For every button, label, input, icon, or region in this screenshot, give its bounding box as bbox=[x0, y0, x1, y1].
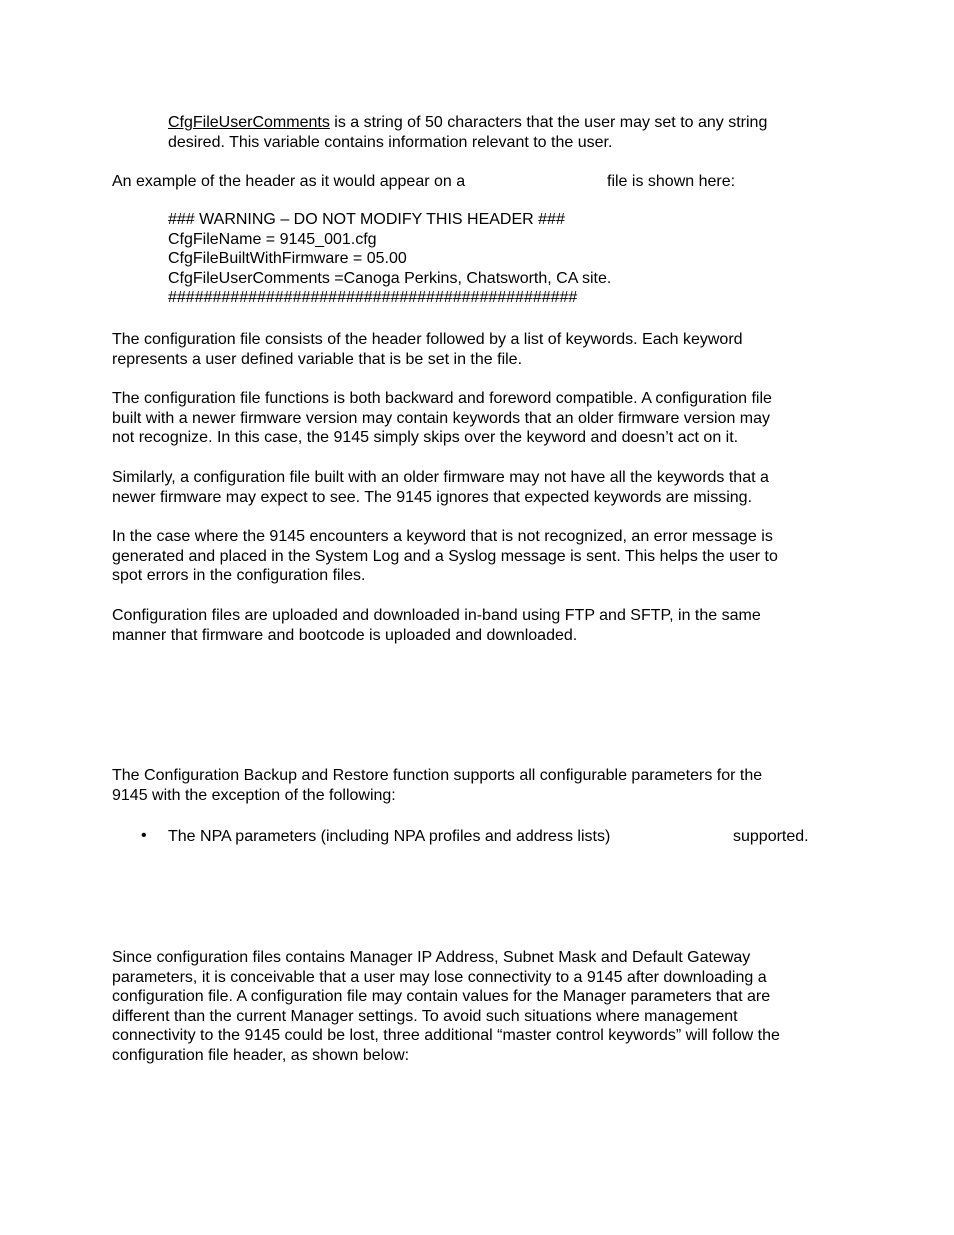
header-line: CfgFileName = 9145_001.cfg bbox=[168, 230, 377, 248]
bullet-text-after: supported. bbox=[733, 828, 809, 845]
bullet-text-before: The NPA parameters (including NPA profiles and address lists) bbox=[168, 828, 611, 845]
header-example bbox=[168, 210, 611, 308]
paragraph-line: In the case where the 9145 encounters a keyword that is not recognized, an error message is bbox=[112, 528, 773, 545]
bullet-item-npa bbox=[168, 827, 610, 847]
paragraph-line: newer firmware may expect to see. The 9145 ignores that expected keywords are missing. bbox=[112, 488, 753, 506]
paragraph-upload-download bbox=[112, 606, 761, 645]
paragraph-line: parameters, it is conceivable that a user may lose connectivity to a 9145 after downloading a bbox=[112, 968, 767, 986]
comments-line-2: desired. This variable contains information relevant to the user. bbox=[168, 133, 613, 151]
paragraph-line: built with a newer firmware version may contain keywords that an older firmware version may bbox=[112, 409, 771, 427]
paragraph-line: generated and placed in the System Log and a Syslog message is sent. This helps the user to bbox=[112, 547, 778, 565]
paragraph-line: not recognize. In this case, the 9145 simply skips over the keyword and doesn’t act on it. bbox=[112, 429, 739, 446]
comments-paragraph bbox=[168, 113, 767, 152]
paragraph-line: represents a user defined variable that is be set in the file. bbox=[112, 350, 523, 368]
example-intro bbox=[112, 172, 465, 192]
term-cfgfileusercomments: CfgFileUserComments bbox=[168, 114, 330, 131]
paragraph-line: Configuration files are uploaded and downloaded in-band using FTP and SFTP, in the same bbox=[112, 607, 761, 624]
paragraph-unrecognized-keyword bbox=[112, 527, 778, 586]
paragraph-line: Since configuration files contains Manager IP Address, Subnet Mask and Default Gateway bbox=[112, 949, 751, 966]
paragraph-line: spot errors in the configuration files. bbox=[112, 567, 366, 584]
paragraph-header-keywords bbox=[112, 330, 743, 369]
paragraph-line: The configuration file consists of the header followed by a list of keywords. Each keyword bbox=[112, 331, 743, 348]
paragraph-line: The Configuration Backup and Restore function supports all configurable parameters for the bbox=[112, 767, 763, 784]
paragraph-master-control bbox=[112, 948, 780, 1065]
header-line: CfgFileBuiltWithFirmware = 05.00 bbox=[168, 250, 407, 267]
example-intro-after: file is shown here: bbox=[607, 173, 736, 190]
paragraph-line: 9145 with the exception of the following: bbox=[112, 786, 396, 804]
paragraph-line: configuration file. A configuration file may contain values for the Manager parameters that are bbox=[112, 988, 771, 1005]
example-intro-before: An example of the header as it would appear on a bbox=[112, 173, 466, 190]
paragraph-compatibility bbox=[112, 389, 772, 448]
header-line: CfgFileUserComments =Canoga Perkins, Chatsworth, CA site. bbox=[168, 269, 612, 287]
paragraph-line: manner that firmware and bootcode is uploaded and downloaded. bbox=[112, 626, 578, 644]
paragraph-line: connectivity to the 9145 could be lost, three additional “master control keywords” will follow the bbox=[112, 1027, 780, 1044]
header-line: ### WARNING – DO NOT MODIFY THIS HEADER ### bbox=[168, 211, 565, 228]
paragraph-backup-restore bbox=[112, 766, 762, 805]
paragraph-line: configuration file header, as shown below: bbox=[112, 1046, 410, 1064]
paragraph-line: The configuration file functions is both backward and foreword compatible. A configuration file bbox=[112, 390, 772, 407]
paragraph-older-firmware bbox=[112, 468, 769, 507]
paragraph-line: different than the current Manager settings. To avoid such situations where management bbox=[112, 1007, 738, 1025]
paragraph-line: Similarly, a configuration file built with an older firmware may not have all the keywords that a bbox=[112, 469, 769, 486]
bullet-icon: • bbox=[141, 827, 147, 844]
comments-line-1: CfgFileUserComments is a string of 50 characters that the user may set to any string bbox=[168, 114, 768, 131]
header-line: ############################################## bbox=[168, 289, 578, 306]
